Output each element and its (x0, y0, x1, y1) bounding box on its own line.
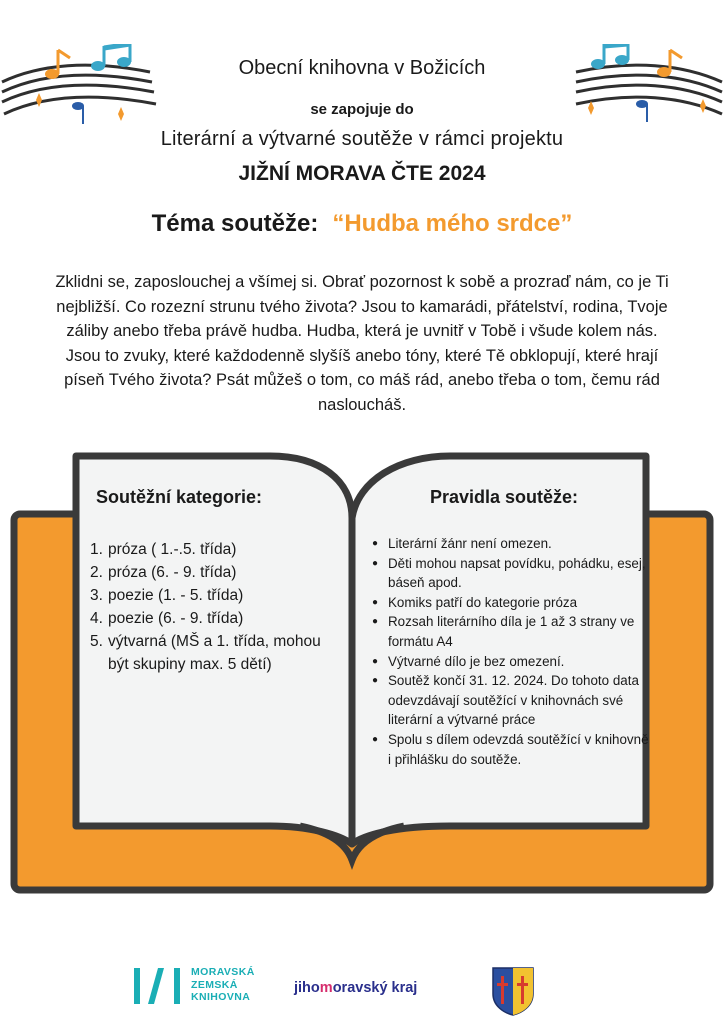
intro-paragraph: Zklidni se, zaposlouchej a všímej si. Obrať pozornost k sobě a prozraď nám, co je Ti nejbližší. Co rozezní strunu tvého života? Jsou to kamarádi, přátelství, rodina, Tvoje záliby anebo třeba právě hudba. Hudba, která je uvnitř v Tobě i všude kolem nás. Jsou to zvuky, které každodenně slyšíš anebo tóny, které Tě obklopují, které hrají píseň Tvého života? Psát můžeš o tom, co máš rád, anebo třeba o tom, čemu rád nasloucháš. (55, 273, 669, 414)
list-item: ● Komiks patří do kategorie próza (372, 593, 650, 613)
list-item: 5. výtvarná (MŠ a 1. třída, mohou být skupiny max. 5 dětí) (90, 633, 321, 673)
list-item: 4. poezie (6. - 9. třída) (90, 610, 244, 627)
rules-title: Pravidla soutěže: (430, 487, 579, 507)
list-item: ● Soutěž končí 31. 12. 2024. Do tohoto data odevzdávají soutěžící v knihovnách své literární a výtvarné práce (372, 671, 650, 730)
contest-text: Literární a výtvarné soutěže v rámci projektu (160, 128, 564, 150)
list-item: 1. próza ( 1.-.5. třída) (90, 541, 237, 558)
bullet-icon: ● (372, 557, 379, 569)
project-title: JIŽNÍ MORAVA ČTE 2024 (238, 162, 486, 185)
theme-heading (0, 210, 724, 238)
list-item: ● Literární žánr není omezen. (372, 534, 650, 554)
theme-value: “Hudba mého srdce” (332, 210, 573, 237)
theme-label: Téma soutěže: (151, 210, 319, 237)
list-item: ● Spolu s dílem odevzdá soutěžící v knihovně i přihlášku do soutěže. (372, 730, 650, 769)
bullet-icon: ● (372, 733, 379, 745)
jmk-logo: jihomoravský kraj (294, 980, 418, 996)
categories-list (90, 538, 340, 676)
list-item: ● Výtvarné dílo je bez omezení. (372, 652, 650, 672)
bullet-icon: ● (372, 655, 379, 667)
list-item: ● Rozsah literárního díla je 1 až 3 strany ve formátu A4 (372, 612, 650, 651)
coat-of-arms-icon (490, 966, 536, 1016)
bullet-icon: ● (372, 675, 379, 687)
list-item: 3. poezie (1. - 5. třída) (90, 587, 244, 604)
mzk-logo (134, 966, 264, 1010)
mzk-text: MORAVSKÁ ZEMSKÁ KNIHOVNA (191, 966, 255, 1003)
library-name: Obecní knihovna v Božicích (238, 57, 486, 79)
joins-text: se zapojuje do (310, 101, 414, 118)
bullet-icon: ● (372, 616, 379, 628)
list-item: ● Děti mohou napsat povídku, pohádku, esej, báseň apod. (372, 554, 650, 593)
rules-list (372, 534, 650, 769)
list-item: 2. próza (6. - 9. třída) (90, 564, 237, 581)
bullet-icon: ● (372, 538, 379, 549)
mzk-mark-icon (134, 968, 182, 1004)
bullet-icon: ● (372, 596, 379, 608)
categories-title: Soutěžní kategorie: (96, 487, 263, 507)
